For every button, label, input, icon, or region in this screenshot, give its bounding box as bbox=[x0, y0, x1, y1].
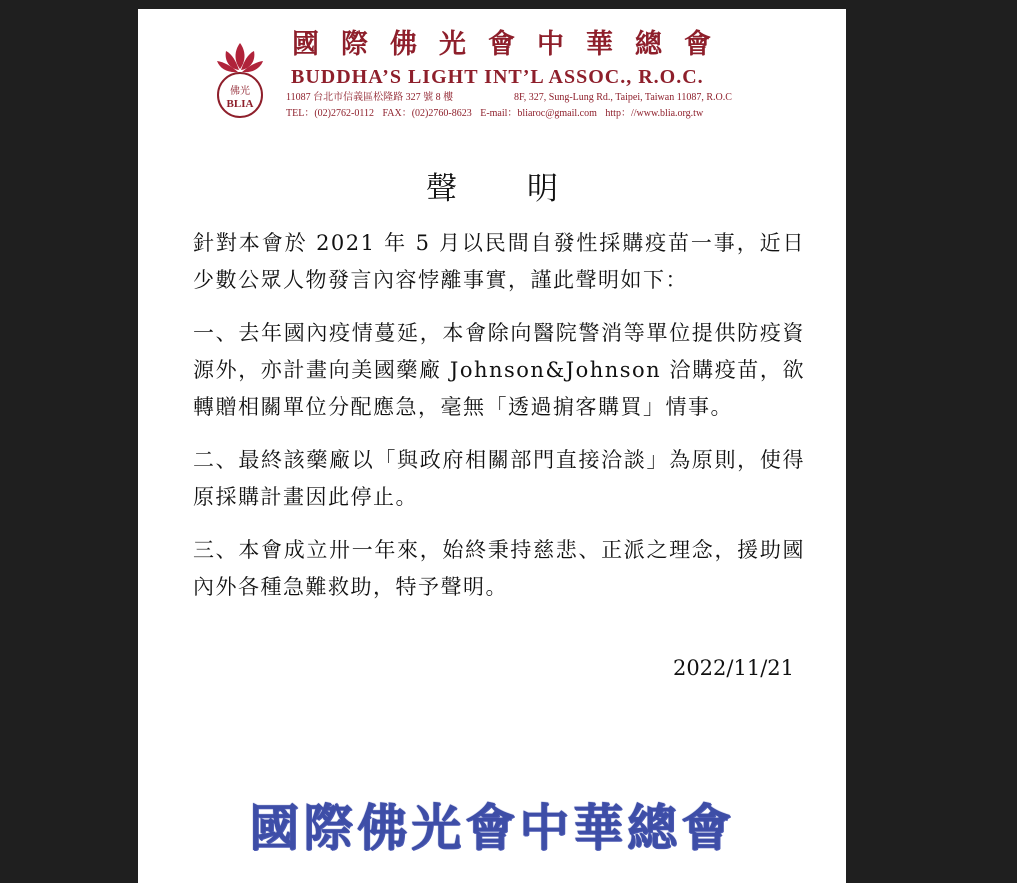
logo-text-top: 佛光 bbox=[230, 86, 250, 97]
address-zh: 11087 台北市信義區松隆路 327 號 8 樓 bbox=[286, 92, 454, 103]
statement-point-1: 一、去年國內疫情蔓延，本會除向醫院警消等單位提供防疫資源外，亦計畫向美國藥廠 Johnson&Johnson 洽購疫苗，欲轉贈相關單位分配應急，毫無「透過掮客購買」情事。 bbox=[193, 321, 805, 419]
address-en: 8F, 327, Sung-Lung Rd., Taipei, Taiwan 11087, R.O.C bbox=[514, 92, 732, 103]
statement-intro: 針對本會於 2021 年 5 月以民間自發性採購疫苗一事，近日少數公眾人物發言內容悖離事實，謹此聲明如下： bbox=[193, 231, 805, 292]
statement-body bbox=[193, 225, 805, 622]
tel: TEL：(02)2762-0112 bbox=[286, 108, 374, 119]
document-page bbox=[138, 9, 846, 883]
contact-line bbox=[286, 107, 709, 121]
email-link[interactable]: E-mail：bliaroc@gmail.com bbox=[480, 108, 597, 119]
logo-text-bottom: BLIA bbox=[226, 98, 254, 110]
organization-seal-stamp: 國際佛光會中華總會 bbox=[249, 798, 735, 857]
org-name-en: BUDDHA’S LIGHT INT’L ASSOC., R.O.C. bbox=[291, 66, 704, 88]
fax: FAX：(02)2760-8623 bbox=[382, 108, 472, 119]
statement-point-3: 三、本會成立卅一年來，始終秉持慈悲、正派之理念，援助國內外各種急難救助，特予聲明。 bbox=[193, 538, 805, 599]
statement-date: 2022/11/21 bbox=[672, 656, 794, 680]
website-link[interactable]: http：//www.blia.org.tw bbox=[605, 108, 704, 119]
address-line bbox=[286, 91, 732, 105]
statement-title: 聲明 bbox=[426, 171, 628, 207]
statement-point-2: 二、最終該藥廠以「與政府相關部門直接洽談」為原則，使得原採購計畫因此停止。 bbox=[193, 448, 805, 509]
lotus-logo-icon bbox=[214, 39, 266, 121]
org-name-zh: 國際佛光會中華總會 bbox=[292, 29, 733, 60]
